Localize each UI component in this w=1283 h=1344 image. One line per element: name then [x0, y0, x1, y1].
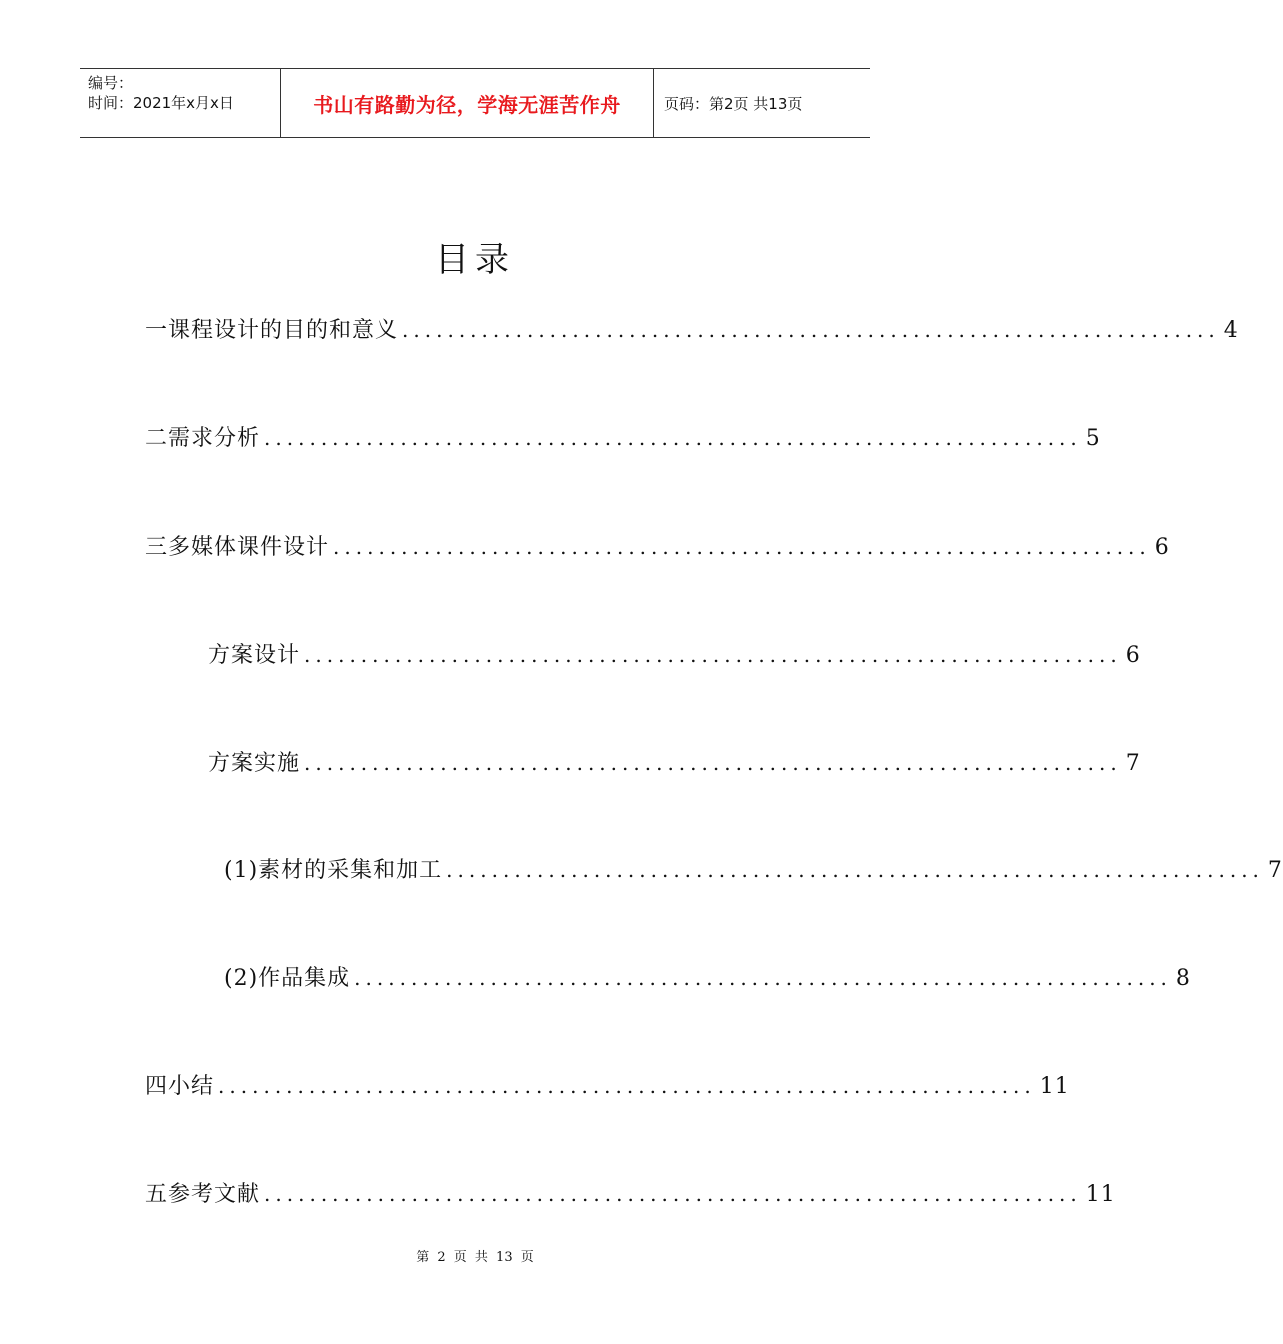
toc-entry-number: 四 — [145, 1074, 169, 1099]
toc-entry[interactable] — [145, 313, 1239, 343]
toc-entry-page: 7 — [1125, 751, 1141, 776]
toc-entry[interactable] — [145, 421, 1101, 451]
toc-entry-page: 5 — [1085, 426, 1101, 451]
toc-leader-dots: ........................................................................ — [354, 966, 1172, 990]
toc-leader-dots: ........................................................................ — [218, 1074, 1036, 1098]
toc-leader-dots: ........................................................................ — [264, 426, 1082, 450]
header-motto-cell — [281, 69, 654, 137]
toc-entry-number: 一 — [145, 318, 169, 343]
toc-leader-dots: ........................................................................ — [304, 643, 1122, 667]
toc-entry[interactable] — [145, 1069, 1070, 1099]
toc-entry-label: 多媒体课件设计 — [168, 535, 330, 560]
toc-entry-label: 参考文献 — [168, 1182, 261, 1207]
toc-entry-label: (1)素材的采集和加工 — [224, 858, 443, 883]
toc-leader-dots: ........................................................................ — [264, 1182, 1082, 1206]
toc-entry-label: 方案实施 — [208, 751, 301, 776]
header-time-label: 时间：2021年x月x日 — [88, 94, 234, 112]
toc-entry-page: 4 — [1223, 318, 1239, 343]
document-title: 目录 — [435, 240, 515, 280]
header-id-label: 编号： — [88, 74, 134, 92]
toc-entry[interactable] — [208, 746, 1141, 776]
toc-entry-label: 方案设计 — [208, 643, 301, 668]
toc-entry-number: 三 — [145, 535, 169, 560]
page-footer: 第 2 页 共 13 页 — [416, 1250, 534, 1265]
toc-entry[interactable] — [145, 530, 1170, 560]
header-left-cell — [80, 69, 281, 137]
toc-entry[interactable] — [208, 638, 1141, 668]
toc-entry-number: 五 — [145, 1182, 169, 1207]
toc-entry-page: 11 — [1039, 1074, 1070, 1099]
toc-entry-page: 8 — [1175, 966, 1191, 991]
toc-entry[interactable] — [145, 1177, 1116, 1207]
toc-leader-dots: ........................................................................ — [446, 858, 1264, 882]
header-motto: 书山有路勤为径，学海无涯苦作舟 — [313, 92, 621, 117]
toc-leader-dots: ........................................................................ — [333, 535, 1151, 559]
toc-entry[interactable] — [224, 961, 1191, 991]
toc-entry-page: 7 — [1267, 858, 1283, 883]
toc-entry-page: 6 — [1125, 643, 1141, 668]
toc-entry-label: 小结 — [168, 1074, 215, 1099]
toc-entry-label: 需求分析 — [168, 426, 261, 451]
header-right-cell — [654, 69, 870, 137]
toc-leader-dots: ........................................................................ — [304, 751, 1122, 775]
toc-entry-page: 6 — [1154, 535, 1170, 560]
toc-entry-page: 11 — [1085, 1182, 1116, 1207]
toc-entry-label: 课程设计的目的和意义 — [168, 318, 399, 343]
toc-entry-number: 二 — [145, 426, 169, 451]
toc-leader-dots: ........................................................................ — [402, 318, 1220, 342]
header-page-info: 页码：第2页 共13页 — [664, 94, 803, 113]
toc-entry-label: (2)作品集成 — [224, 966, 351, 991]
page-header — [80, 68, 870, 138]
toc-entry[interactable] — [224, 853, 1283, 883]
